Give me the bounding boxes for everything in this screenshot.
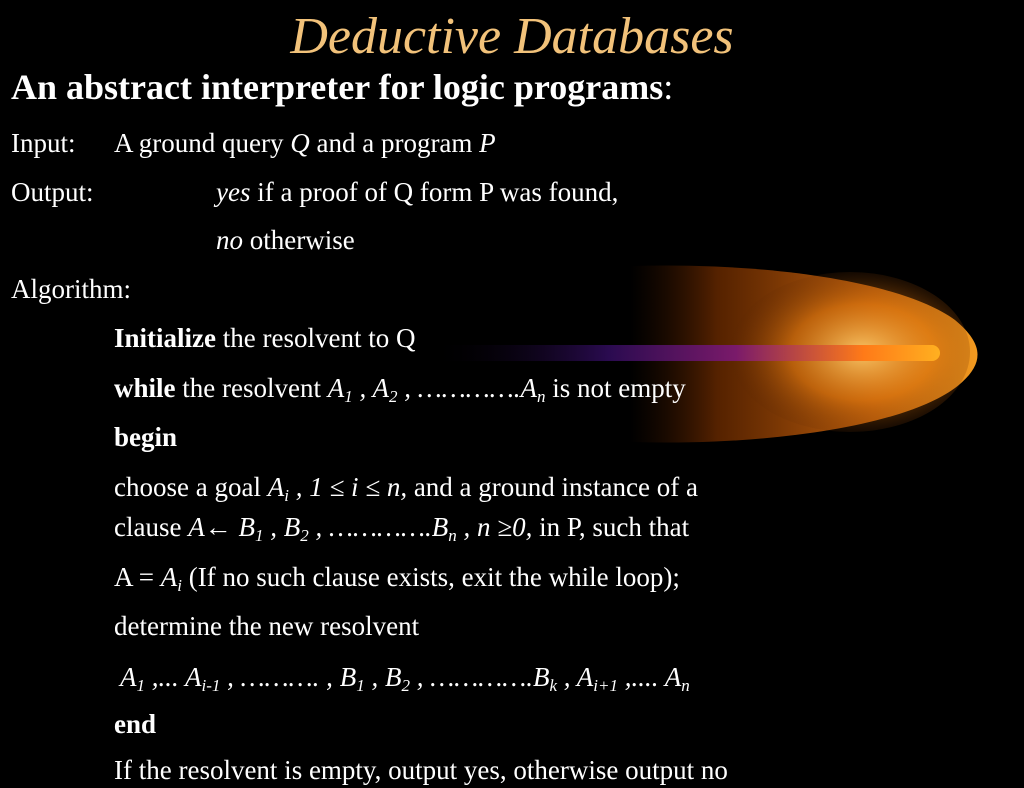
sub-1: 1 — [344, 387, 353, 406]
slide-title — [0, 2, 1024, 72]
var-an: A — [520, 373, 538, 403]
var-an: A — [664, 662, 682, 692]
choose-text-2: and a ground instance of a — [407, 472, 698, 502]
heading-text: An abstract interpreter for logic programs — [11, 67, 664, 107]
var-ai: A — [185, 662, 202, 692]
while-line — [114, 370, 686, 406]
initialize-text: the resolvent to Q — [216, 323, 416, 353]
output-no-line — [216, 222, 355, 258]
sub-i+1: i+1 — [593, 676, 618, 695]
sub-2: 2 — [389, 387, 398, 406]
initialize-keyword: Initialize — [114, 323, 216, 353]
sub-k: k — [549, 676, 558, 695]
input-text-1: A ground query — [114, 128, 291, 158]
unify-text-1: A = — [114, 562, 161, 592]
slide-heading — [11, 64, 673, 110]
query-variable: Q — [290, 128, 310, 158]
end-keyword — [114, 706, 156, 742]
output-label-line — [11, 174, 94, 210]
var-a: A — [267, 472, 285, 502]
choose-line-2 — [114, 509, 689, 545]
sub-1: 1 — [356, 676, 365, 695]
heading-colon: : — [663, 67, 674, 107]
var-a: A — [188, 512, 205, 542]
input-text-2: and a program — [309, 128, 480, 158]
clause-text-2: in P, such that — [532, 512, 690, 542]
var-a: A — [160, 562, 178, 592]
var-b1: B — [339, 662, 357, 692]
algorithm-label — [11, 271, 131, 307]
left-arrow-symbol: ← — [204, 512, 232, 542]
var-b2: B — [384, 662, 402, 692]
sub-2: 2 — [401, 676, 410, 695]
sub-n: n — [448, 526, 457, 545]
var-bn: B — [431, 512, 449, 542]
var-b2: B — [283, 512, 301, 542]
var-a2: A — [372, 373, 389, 403]
end-text: end — [114, 709, 157, 739]
slide-title-text: Deductive Databases — [290, 8, 734, 65]
determine-line — [114, 608, 419, 644]
sub-1: 1 — [136, 676, 145, 695]
initialize-line — [114, 320, 415, 356]
sub-1: 1 — [254, 526, 264, 545]
sep: ,.... — [617, 662, 665, 692]
sep: , — [352, 373, 373, 403]
begin-keyword — [114, 419, 177, 455]
var-ai2: A — [576, 662, 594, 692]
begin-text: begin — [114, 422, 178, 452]
algorithm-label-text: Algorithm: — [11, 274, 131, 304]
sub-i: i — [177, 576, 182, 595]
sub-n: n — [681, 676, 690, 695]
output-label: Output: — [11, 177, 94, 207]
dots: , …………. — [409, 662, 533, 692]
sub-2: 2 — [300, 526, 309, 545]
sub-i-1: i-1 — [201, 676, 221, 695]
sep: , — [557, 662, 577, 692]
determine-text: determine the new resolvent — [114, 611, 420, 641]
final-text: If the resolvent is empty, output yes, otherwise output no — [114, 755, 728, 785]
clause-text: clause — [114, 512, 189, 542]
sep: ,... — [145, 662, 186, 692]
dots: , …………. — [308, 512, 432, 542]
condition: , 1 ≤ i ≤ n, — [288, 472, 408, 502]
final-line — [114, 752, 728, 788]
while-tail: is not empty — [545, 373, 686, 403]
comet-trail — [430, 345, 940, 361]
output-no: no — [216, 225, 243, 255]
input-line — [11, 125, 76, 161]
while-keyword: while — [114, 373, 176, 403]
while-text: the resolvent — [175, 373, 328, 403]
sep: , — [364, 662, 385, 692]
var-bk: B — [532, 662, 550, 692]
unify-line — [114, 559, 680, 595]
sep: , — [263, 512, 284, 542]
output-yes-line — [216, 174, 618, 210]
sep: , ………. , — [220, 662, 340, 692]
output-yes-text: if a proof of Q form P was found, — [250, 177, 619, 207]
var-a: A — [327, 373, 345, 403]
input-text — [114, 125, 496, 161]
unify-text-2: (If no such clause exists, exit the while loop); — [181, 562, 680, 592]
input-label: Input: — [11, 128, 76, 158]
condition: , n ≥0, — [456, 512, 533, 542]
new-resolvent-line — [120, 659, 690, 695]
dots: , …………. — [397, 373, 521, 403]
choose-text-1: choose a goal — [114, 472, 268, 502]
output-no-text: otherwise — [243, 225, 355, 255]
var-a1: A — [120, 662, 137, 692]
sub-i: i — [284, 486, 289, 505]
program-variable: P — [479, 128, 496, 158]
output-yes: yes — [216, 177, 251, 207]
choose-line-1 — [114, 469, 698, 505]
var-b1: B — [231, 512, 255, 542]
sub-n: n — [537, 387, 546, 406]
